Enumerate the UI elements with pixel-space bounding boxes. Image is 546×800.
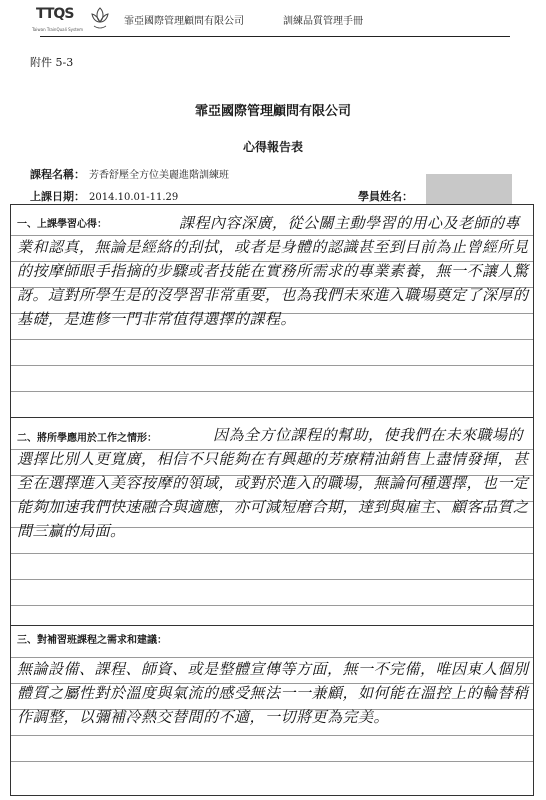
report-form [10,204,534,796]
section-divider [11,417,533,418]
ruled-line [11,365,533,366]
student-row [358,188,413,204]
logo-text: TTQS [36,6,74,22]
section-2-text: 因為全方位課程的幫助，使我們在未來職場的選擇比別人更寬廣，相信不只能夠在有興趣的芳療精油銷售上盡情發揮，甚至在選擇進入美容按摩的領域，或對於進入的職場，無論何種選擇，也一定能夠加速我們快速融合與適應，亦可減短磨合期，達到與雇主、顧客品質之間三贏的局面。 [17,426,529,540]
ruled-line [11,761,533,762]
ruled-line [11,735,533,736]
date-row [30,188,178,204]
page-header [0,0,546,42]
company-title: 霏亞國際管理顧問有限公司 [194,104,351,119]
section-1-label: 一、上課學習心得： [17,215,109,230]
date-label: 上課日期： [30,190,85,203]
flower-logo-icon [88,4,112,32]
course-value: 芳香舒壓全方位美麗進階訓練班 [89,170,229,181]
student-label: 學員姓名： [358,190,413,203]
logo-subtitle: Taiwan TrainQuali System [32,27,84,32]
ruled-line [11,605,533,606]
report-title: 心得報告表 [242,140,303,154]
ttqs-logo [30,4,84,34]
section-3-text: 無論設備、課程、師資、或是整體宣傳等方面，無一不完備，唯因東人個別體質之屬性對於溫度與氣流的感受無法一一兼顧，如何能在溫控上的輪替稍作調整，以彌補冷熱交替間的不適，一切將更為完美。 [17,660,529,726]
section-3-label: 三、對補習班課程之需求和建議： [17,631,169,646]
date-value: 2014.10.01-11.29 [89,192,179,203]
course-label: 課程名稱： [30,168,85,181]
ruled-line [11,579,533,580]
header-divider [40,36,510,37]
section-1-text: 課程內容深廣，從公關主動學習的用心及老師的專業和認真，無論是經絡的刮拭，或者是身體的認識甚至到目前為止曾經所見的按摩師眼手指摘的步驟或者技能在實務所需求的專業素養，無一不讓人驚訝。這對所學生是的沒學習非常重要，也為我們未來進入職場奠定了深厚的基礎，是進修一門非常值得選擇的課程。 [17,214,529,328]
annex-number: 附件 5-3 [30,56,74,69]
ruled-line [11,553,533,554]
ruled-line [11,339,533,340]
course-row [30,166,229,182]
section-2-label: 二、將所學應用於工作之情形： [17,429,159,444]
section-divider [11,625,533,626]
redacted-student-name [426,174,512,204]
header-company: 霏亞國際管理顧問有限公司 [124,16,244,27]
header-manual-title: 訓練品質管理手冊 [283,16,363,27]
ruled-line [11,391,533,392]
